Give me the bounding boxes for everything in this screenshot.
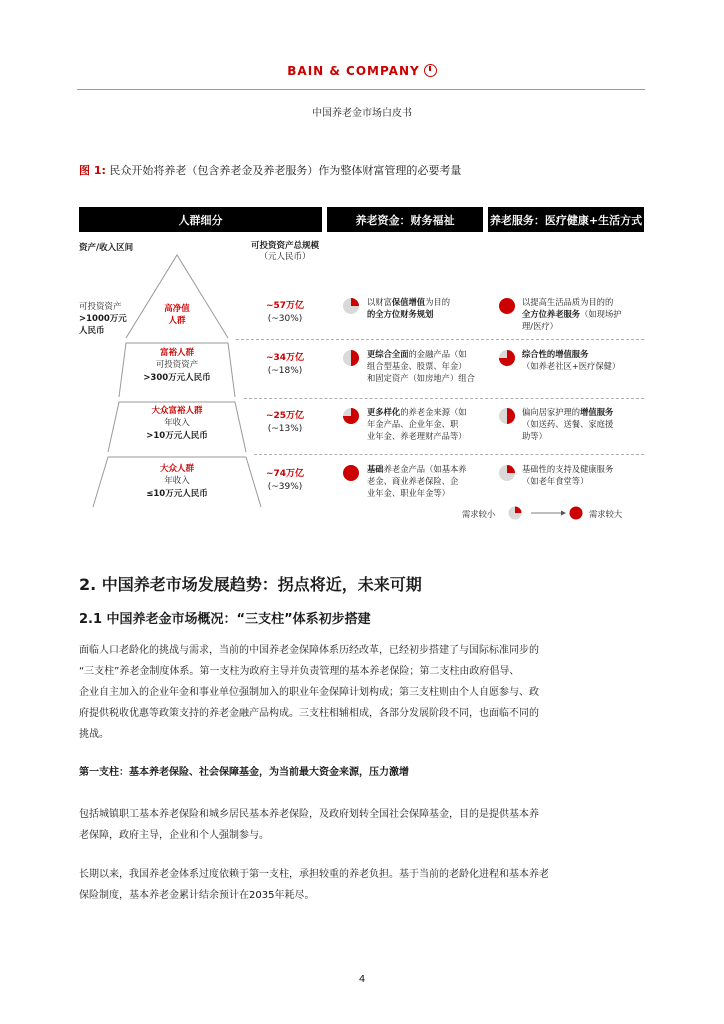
- tier-4-fund-demand-pie-icon: [342, 464, 360, 482]
- pie-slice: [507, 465, 515, 473]
- tier-2-amount-pct: (~18%): [267, 366, 303, 377]
- top-left-line3: 人民币: [79, 325, 105, 336]
- pie-background: [343, 465, 359, 481]
- desc-line: [522, 360, 646, 372]
- desc-line: [367, 308, 485, 320]
- tier-1-amount-pct: (~30%): [267, 314, 303, 325]
- tier-1-service-desc: [522, 296, 646, 332]
- desc-segment: 为目的: [425, 297, 451, 307]
- paragraph-line: 老保障，政府主导，企业和个人强制参与。: [79, 830, 269, 841]
- desc-segment: 以提高生活品质为目的的: [522, 297, 614, 307]
- desc-line: [522, 308, 646, 320]
- desc-segment: 增值服务: [580, 407, 614, 417]
- desc-segment: （如送药、送餐、家庭援: [522, 419, 614, 430]
- tier-2-amount: [250, 352, 320, 378]
- desc-line: [367, 360, 485, 372]
- desc-segment: 以财富: [367, 297, 392, 307]
- amount-header-line1: 可投资资产总规模: [250, 241, 319, 251]
- paragraph-4: [79, 864, 647, 906]
- pie-slice: [351, 298, 359, 306]
- tier-2-amount-value: ~34万亿: [265, 353, 305, 363]
- legend-arrow-head-icon: [561, 511, 566, 516]
- tier-2-detail-line2: >300万元人民币: [143, 372, 211, 383]
- tier-4-label: [112, 463, 242, 500]
- doc-title: 中国养老金市场白皮书: [312, 108, 412, 119]
- desc-line: [367, 372, 485, 384]
- tier-3-label: [112, 405, 242, 442]
- tier-4-service-desc: [522, 463, 646, 487]
- desc-line: [367, 430, 485, 442]
- desc-line: [367, 406, 485, 418]
- tier-3-detail-line2: >10万元人民币: [146, 430, 208, 441]
- tier-4-name: 大众人群: [159, 464, 194, 474]
- desc-segment: 综合性的增值服务: [522, 349, 589, 359]
- tier-4-amount: [250, 468, 320, 494]
- desc-segment: 全方位养老服务: [522, 309, 581, 320]
- tier-2-label: [117, 347, 237, 384]
- desc-segment: 业年金、职业年金等）: [367, 488, 450, 499]
- tier-1-fund-desc: [367, 296, 485, 320]
- desc-segment: 组合型基金、股票、年金）: [367, 361, 467, 372]
- desc-segment: 的金融产品（如: [408, 349, 467, 359]
- pie-slice: [507, 408, 515, 424]
- col-header-fund: 养老资金：财务福祉: [327, 207, 483, 232]
- desc-segment: 助等）: [522, 431, 547, 442]
- desc-segment: 更综合全面: [367, 349, 409, 359]
- desc-segment: （如养老社区+医疗保健）: [522, 361, 621, 372]
- paragraph-line: 挑战。: [79, 729, 109, 740]
- pillar-heading: 第一支柱：基本养老保险、社会保障基金，为当前最大资金来源，压力激增: [79, 767, 409, 778]
- tier-2-service-desc: [522, 348, 646, 372]
- desc-line: [522, 463, 646, 475]
- desc-line: [522, 406, 646, 418]
- desc-line: [367, 463, 485, 475]
- tier-2-service-demand-pie-icon: [498, 349, 516, 367]
- tier-2-detail-line1: 可投资资产: [155, 360, 199, 371]
- figure-caption-text: 民众开始将养老（包含养老金及养老服务）作为整体财富管理的必要考量: [109, 164, 462, 177]
- left-column-header: 资产/收入区间: [79, 243, 134, 253]
- desc-segment: 理/医疗）: [522, 321, 558, 332]
- tier-2-name: 富裕人群: [159, 348, 194, 358]
- tier-3-amount-pct: (~13%): [267, 424, 303, 435]
- desc-line: [367, 487, 485, 499]
- desc-segment: 基础性的支持及健康服务: [522, 464, 614, 474]
- tier-3-detail-line1: 年收入: [164, 418, 190, 429]
- desc-segment: 和固定资产（如房地产）组合: [367, 373, 475, 384]
- tier-4-service-demand-pie-icon: [498, 464, 516, 482]
- desc-segment: 偏向居家护理的: [522, 407, 581, 417]
- section-heading: 2. 中国养老市场发展趋势：拐点将近，未来可期: [79, 575, 422, 594]
- desc-line: [367, 348, 485, 360]
- tier-1-amount-value: ~57万亿: [265, 301, 305, 311]
- legend-low-label: 需求较小: [462, 509, 496, 519]
- tier-3-name: 大众富裕人群: [151, 406, 203, 416]
- pie-slice: [515, 507, 522, 514]
- amount-header-line2: （元人民币）: [259, 252, 311, 263]
- paragraph-line: 保险制度，基本养老金累计结余预计在2035年耗尽。: [79, 890, 315, 901]
- tier-4-fund-desc: [367, 463, 485, 499]
- row-divider-3: [254, 454, 644, 455]
- desc-line: [522, 320, 646, 332]
- desc-line: [522, 296, 646, 308]
- desc-line: [522, 348, 646, 360]
- paragraph-3: [79, 804, 647, 846]
- tier-4-amount-value: ~74万亿: [265, 469, 305, 479]
- desc-line: [367, 418, 485, 430]
- tier-1-amount: [250, 300, 320, 326]
- tier-1-service-demand-pie-icon: [498, 297, 516, 315]
- tier-4-detail-line1: 年收入: [164, 476, 190, 487]
- desc-segment: 的全方位财务规划: [367, 309, 434, 320]
- desc-segment: （如现场护: [580, 309, 622, 320]
- tier-3-amount-value: ~25万亿: [265, 411, 305, 421]
- tier-1-name-line1: 高净值: [164, 304, 190, 314]
- tier-3-amount: [250, 410, 320, 436]
- page-number: 4: [358, 974, 366, 985]
- tier-4-amount-pct: (~39%): [267, 482, 303, 493]
- desc-line: [367, 475, 485, 487]
- paragraph-line: “三支柱”养老金制度体系。第一支柱为政府主导并负责管理的基本养老保险；第二支柱由政府倡导、: [79, 666, 520, 677]
- top-left-line1: 可投资资产: [79, 302, 122, 312]
- desc-line: [522, 418, 646, 430]
- tier-4-detail-line2: ≤10万元人民币: [146, 488, 208, 499]
- tier-2-fund-desc: [367, 348, 485, 384]
- tier-1-fund-demand-pie-icon: [342, 297, 360, 315]
- pie-background: [499, 298, 515, 314]
- legend-high-pie-icon: [570, 507, 583, 520]
- row-divider-1: [236, 339, 644, 340]
- paragraph-line: 长期以来，我国养老金体系过度依赖于第一支柱，承担较重的养老负担。基于当前的老龄化进程和基本养老: [79, 869, 549, 880]
- top-left-line2: >1000万元: [79, 313, 127, 324]
- desc-segment: 基础: [367, 464, 384, 474]
- tier-1-name-line2: 人群: [168, 316, 186, 327]
- desc-segment: 老金、商业养老保险、企: [367, 476, 459, 487]
- brand-name: BAIN & COMPANY: [287, 64, 420, 78]
- desc-segment: 的养老金来源（如: [400, 407, 467, 417]
- legend-high-label: 需求较大: [589, 509, 623, 519]
- paragraph-line: 包括城镇职工基本养老保险和城乡居民基本养老保险，及政府划转全国社会保障基金，目的是提供基本养: [79, 809, 539, 820]
- row-divider-2: [244, 398, 644, 399]
- col-header-segment: 人群细分: [79, 207, 322, 232]
- paragraph-line: 面临人口老龄化的挑战与需求，当前的中国养老金保障体系历经改革，已经初步搭建了与国际标准同步的: [79, 645, 539, 656]
- paragraph-line: 企业自主加入的企业年金和事业单位强制加入的职业年金保障计划构成；第三支柱则由个人自愿参与、政: [79, 687, 539, 698]
- tier-3-fund-demand-pie-icon: [342, 407, 360, 425]
- col-header-service: 养老服务：医疗健康+生活方式: [488, 207, 644, 232]
- figure-label: 图 1:: [79, 164, 106, 177]
- legend-low-pie-icon: [509, 507, 522, 520]
- tier-1-label: [137, 303, 217, 328]
- tier-3-fund-desc: [367, 406, 485, 442]
- desc-segment: 业年金、养老理财产品等）: [367, 431, 467, 442]
- desc-segment: 保值增值: [391, 297, 426, 307]
- tier-3-service-demand-pie-icon: [498, 407, 516, 425]
- paragraph-1: [79, 640, 647, 745]
- paragraph-line: 府提供税收优惠等政策支持的养老金融产品构成。三支柱相辅相成，各部分发展阶段不同，也面临不同的: [79, 708, 539, 719]
- legend-graphic: [507, 505, 647, 521]
- tier-3-service-desc: [522, 406, 646, 442]
- desc-line: [522, 475, 646, 487]
- tier-2-fund-demand-pie-icon: [342, 349, 360, 367]
- desc-segment: 养老金产品（如基本养: [383, 464, 467, 474]
- subsection-heading: 2.1 中国养老金市场概况：“三支柱”体系初步搭建: [79, 612, 371, 627]
- desc-segment: 年金产品、企业年金、职: [367, 419, 459, 430]
- top-left-asset-label: [79, 302, 127, 338]
- desc-segment: 更多样化: [367, 407, 401, 417]
- pie-slice: [351, 350, 359, 366]
- desc-line: [522, 430, 646, 442]
- desc-line: [367, 296, 485, 308]
- desc-segment: （如老年食堂等）: [522, 476, 589, 487]
